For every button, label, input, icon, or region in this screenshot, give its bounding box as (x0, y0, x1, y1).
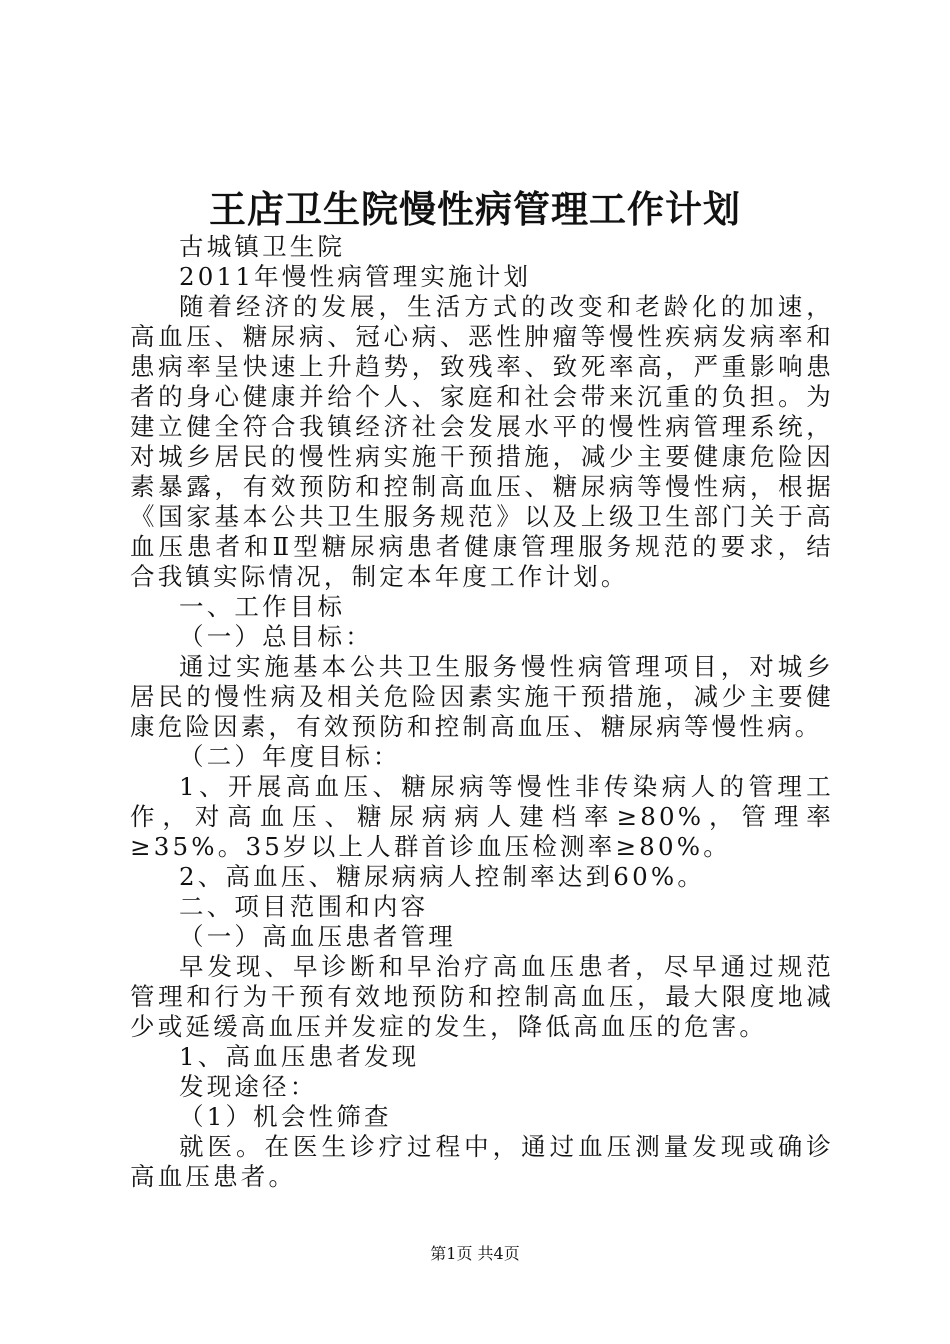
paragraph-clinical-visit: 就医。在医生诊疗过程中，通过血压测量发现或确诊高血压患者。 (130, 1132, 834, 1191)
subheading-overall-goal: （一）总目标： (179, 622, 373, 651)
section-heading-scope: 二、项目范围和内容 (179, 892, 429, 921)
paragraph-overall-goal: 通过实施基本公共卫生服务慢性病管理项目，对城乡居民的慢性病及相关危险因素实施干预措施，减少主要健康危险因素，有效预防和控制高血压、糖尿病等慢性病。 (130, 652, 834, 741)
document-title: 王店卫生院慢性病管理工作计划 (209, 187, 741, 231)
page-footer: 第1页 共4页 (430, 1244, 520, 1263)
paragraph-background: 随着经济的发展，生活方式的改变和老龄化的加速，高血压、糖尿病、冠心病、恶性肿瘤等慢性疾病发病率和患病率呈快速上升趋势，致残率、致死率高，严重影响患者的身心健康并给个人、家庭和社会带来沉重的负担。为建立健全符合我镇经济社会发展水平的慢性病管理系统，对城乡居民的慢性病实施干预措施，减少主要健康危险因素暴露，有效预防和控制高血压、糖尿病等慢性病，根据《国家基本公共卫生服务规范》以及上级卫生部门关于高血压患者和Ⅱ型糖尿病患者健康管理服务规范的要求，结合我镇实际情况，制定本年度工作计划。 (130, 292, 834, 591)
paragraph-detection-channels: 发现途径： (179, 1072, 318, 1101)
subheading-annual-goal: （二）年度目标： (179, 742, 401, 771)
subheading-hypertension-detection: 1、高血压患者发现 (179, 1042, 420, 1071)
subheading-opportunistic-screening: （1）机会性筛查 (179, 1102, 392, 1131)
subheading-hypertension-management: （一）高血压患者管理 (179, 922, 456, 951)
paragraph-plan-name: 2011年慢性病管理实施计划 (179, 262, 532, 291)
paragraph-annual-goal-2: 2、高血压、糖尿病病人控制率达到60%。 (179, 862, 706, 891)
paragraph-hypertension-management: 早发现、早诊断和早治疗高血压患者，尽早通过规范管理和行为干预有效地预防和控制高血压，最大限度地减少或延缓高血压并发症的发生，降低高血压的危害。 (130, 952, 834, 1041)
document-body (130, 232, 834, 1192)
paragraph-organization: 古城镇卫生院 (179, 232, 346, 261)
paragraph-annual-goal-1: 1、开展高血压、糖尿病等慢性非传染病人的管理工作，对高血压、糖尿病病人建档率≥80%，管理率≥35%。35岁以上人群首诊血压检测率≥80%。 (130, 772, 834, 861)
section-heading-goals: 一、工作目标 (179, 592, 346, 621)
